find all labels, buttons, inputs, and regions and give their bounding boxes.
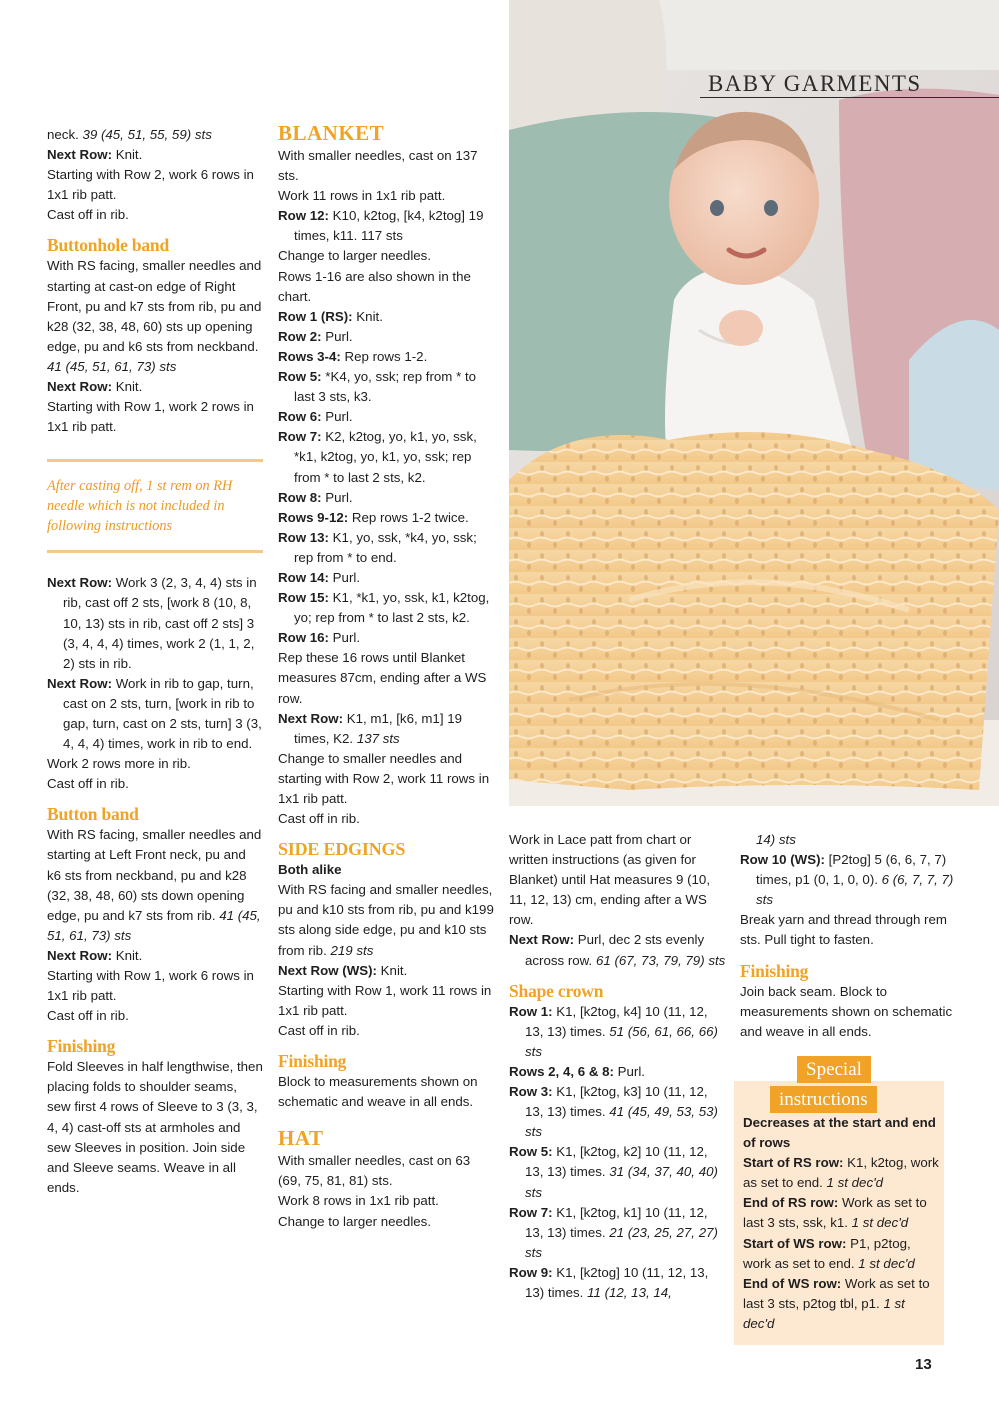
paragraph: Rows 1-16 are also shown in the chart. (278, 268, 471, 304)
instruction-row: Rows 3-4: Rep rows 1-2. (278, 348, 428, 364)
instruction-row: Next Row: Work 3 (2, 3, 4, 4) sts in rib, cast off 2 sts, [work 8 (10, 8, 10, 13) sts in rib, cast off 2 sts] 3 (3, 4, 4, 4) times, work 2 (1, 1, 2, 2) sts in rib. (47, 575, 257, 671)
paragraph: neck. 39 (45, 51, 55, 59) sts (47, 127, 212, 142)
instruction-row: Row 1: K1, [k2tog, k4] 10 (11, 12, 13, 13) times. 51 (56, 61, 66, 66) sts (509, 1003, 718, 1059)
instruction-row: Row 1 (RS): Knit. (278, 308, 383, 324)
paragraph: With RS facing, smaller needles and starting at cast-on edge of Right Front, pu and k7 sts from rib, pu and k28 (32, 38, 48, 60) sts up opening edge, pu and k6 sts from neckband. 41 (45, 51, 61, 73) sts (47, 258, 262, 374)
instruction-row: Row 15: K1, *k1, yo, ssk, k1, k2tog, yo; rep from * to last 2 sts, k2. (278, 590, 490, 626)
instruction-row: Next Row: K1, m1, [k6, m1] 19 times, K2. 137 sts (278, 710, 462, 746)
instruction-row: Row 6: Purl. (278, 409, 353, 425)
paragraph: Starting with Row 2, work 6 rows in 1x1 rib patt. (47, 167, 254, 203)
instruction-row: Rows 9-12: Rep rows 1-2 twice. (278, 509, 469, 525)
paragraph: Cast off in rib. (278, 1022, 360, 1038)
paragraph: Change to larger needles. (278, 248, 432, 264)
paragraph: Join back seam. Block to measurements shown on schematic and weave in all ends. (740, 983, 953, 1039)
paragraph: Cast off in rib. (47, 776, 129, 792)
section-title: BABY GARMENTS (708, 71, 922, 96)
paragraph: Starting with Row 1, work 2 rows in 1x1 rib patt. (47, 399, 254, 435)
special-item: Start of WS row: P1, p2tog, work as set to end. 1 st dec'd (743, 1235, 915, 1271)
instruction-row: Row 7: K1, [k2tog, k1] 10 (11, 12, 13, 13) times. 21 (23, 25, 27, 27) sts (509, 1204, 718, 1260)
column-4 (740, 830, 956, 1042)
paragraph: Next Row: Knit. (47, 147, 143, 163)
instruction-row: Row 3: K1, [k2tog, k3] 10 (11, 12, 13, 13) times. 41 (45, 49, 53, 53) sts (509, 1084, 718, 1140)
instruction-row: Row 7: K2, k2tog, yo, k1, yo, ssk, *k1, k2tog, yo, k1, yo, ssk; rep from * to last 2 sts, k2. (278, 429, 477, 485)
subheading-button-band: Button band (47, 804, 139, 825)
instruction-row: Row 12: K10, k2tog, [k4, k2tog] 19 times, k11. 117 sts (278, 208, 484, 244)
heading-blanket: BLANKET (278, 121, 385, 145)
special-item: End of WS row: Work as set to last 3 sts, p2tog tbl, p1. 1 st dec'd (743, 1275, 930, 1331)
instruction-row: Row 8: Purl. (278, 489, 353, 505)
special-instructions-body (743, 1113, 939, 1334)
paragraph: Cast off in rib. (278, 811, 360, 827)
note-box (47, 459, 263, 553)
special-item: End of RS row: Work as set to last 3 sts, ssk, k1. 1 st dec'd (743, 1195, 927, 1231)
paragraph: With RS facing, smaller needles and starting at Left Front neck, pu and k6 sts from neckband, pu and k28 (32, 38, 48, 60) sts down opening edge, pu and k7 sts from rib. 41 (45, 51, 61, 73) sts (47, 827, 262, 943)
paragraph: Next Row: Knit. (47, 379, 143, 395)
paragraph: With RS facing and smaller needles, pu and k10 sts from rib, pu and k199 sts along side edge, pu and k10 sts from rib. 219 sts (278, 882, 494, 958)
subheading-finishing: Finishing (278, 1051, 347, 1072)
instruction-row: Row 10 (WS): [P2tog] 5 (6, 6, 7, 7) times, p1 (0, 1, 0, 0). 6 (6, 7, 7, 7) sts (740, 852, 954, 908)
instruction-row: Row 9: K1, [k2tog] 10 (11, 12, 13, 13) times. 11 (12, 13, 14, (509, 1264, 709, 1300)
instruction-row: Row 5: *K4, yo, ssk; rep from * to last 3 sts, k3. (278, 369, 477, 405)
page-number: 13 (915, 1356, 932, 1373)
paragraph: With smaller needles, cast on 63 (69, 75, 81, 81) sts. (278, 1153, 471, 1189)
paragraph: Change to smaller needles and starting with Row 2, work 11 rows in 1x1 rib patt. (278, 750, 490, 806)
paragraph: Next Row (WS): Knit. (278, 962, 408, 978)
paragraph: Work 11 rows in 1x1 rib patt. (278, 188, 446, 204)
paragraph: Work 8 rows in 1x1 rib patt. (278, 1193, 439, 1209)
subheading-shape-crown: Shape crown (509, 980, 604, 1001)
note-text: After casting off, 1 st rem on RH needle which is not included in following instructions (47, 478, 233, 535)
instruction-row: Rows 2, 4, 6 & 8: Purl. (509, 1063, 645, 1079)
section-tag (700, 68, 999, 98)
section-rule (700, 97, 999, 98)
paragraph: Next Row: Knit. (47, 947, 143, 963)
instruction-row: Row 13: K1, yo, ssk, *k4, yo, ssk; rep from * to end. (278, 529, 477, 565)
special-item: Start of RS row: K1, k2tog, work as set to end. 1 st dec'd (743, 1155, 939, 1191)
paragraph: Work in Lace patt from chart or written instructions (as given for Blanket) until Hat measures 9 (10, 11, 12, 13) cm, ending after a WS row. (509, 832, 711, 928)
column-3 (509, 830, 727, 1303)
instruction-row: Next Row: Purl, dec 2 sts evenly across row. 61 (67, 73, 79, 79) sts (509, 932, 726, 968)
paragraph: Starting with Row 1, work 11 rows in 1x1 rib patt. (278, 982, 492, 1018)
special-banner: Special (797, 1056, 871, 1083)
instruction-row: Row 5: K1, [k2tog, k2] 10 (11, 12, 13, 13) times. 31 (34, 37, 40, 40) sts (509, 1144, 718, 1200)
subheading-side-edgings: SIDE EDGINGS (278, 839, 406, 860)
paragraph: With smaller needles, cast on 137 sts. (278, 148, 478, 184)
paragraph: Both alike (278, 862, 342, 878)
column-2 (278, 121, 494, 1232)
special-heading: Decreases at the start and end of rows (743, 1115, 936, 1151)
paragraph: Block to measurements shown on schematic and weave in all ends. (278, 1074, 478, 1110)
paragraph: Rep these 16 rows until Blanket measures 87cm, ending after a WS row. (278, 650, 487, 706)
paragraph: Fold Sleeves in half lengthwise, then placing folds to shoulder seams, sew first 4 rows of Sleeve to 3 (3, 3, 4, 4) cast-off sts at armholes and sew Sleeves in position. Join side and Sleeve seams. Weave in all ends. (47, 1059, 263, 1195)
hero-photo (509, 0, 999, 806)
subheading-buttonhole-band: Buttonhole band (47, 235, 169, 256)
instruction-row: Row 14: Purl. (278, 569, 361, 585)
column-1 (47, 125, 263, 1198)
paragraph: Cast off in rib. (47, 207, 129, 223)
subheading-finishing: Finishing (740, 960, 809, 981)
instruction-row: Row 2: Purl. (278, 328, 353, 344)
paragraph: Cast off in rib. (47, 1008, 129, 1024)
instruction-row: Row 16: Purl. (278, 630, 361, 646)
special-banner: instructions (770, 1086, 877, 1113)
paragraph: Break yarn and thread through rem sts. Pull tight to fasten. (740, 912, 947, 948)
paragraph: Starting with Row 1, work 6 rows in 1x1 rib patt. (47, 968, 254, 1004)
heading-hat: HAT (278, 1126, 324, 1151)
instruction-row: Next Row: Work in rib to gap, turn, cast on 2 sts, turn, [work in rib to gap, turn, cast on 2 sts, turn] 3 (3, 4, 4, 4) times, work in rib to end. (47, 675, 262, 752)
continued-text: 14) sts (756, 832, 796, 847)
paragraph: Change to larger needles. (278, 1213, 432, 1229)
subheading-finishing: Finishing (47, 1036, 116, 1057)
paragraph: Work 2 rows more in rib. (47, 756, 191, 772)
